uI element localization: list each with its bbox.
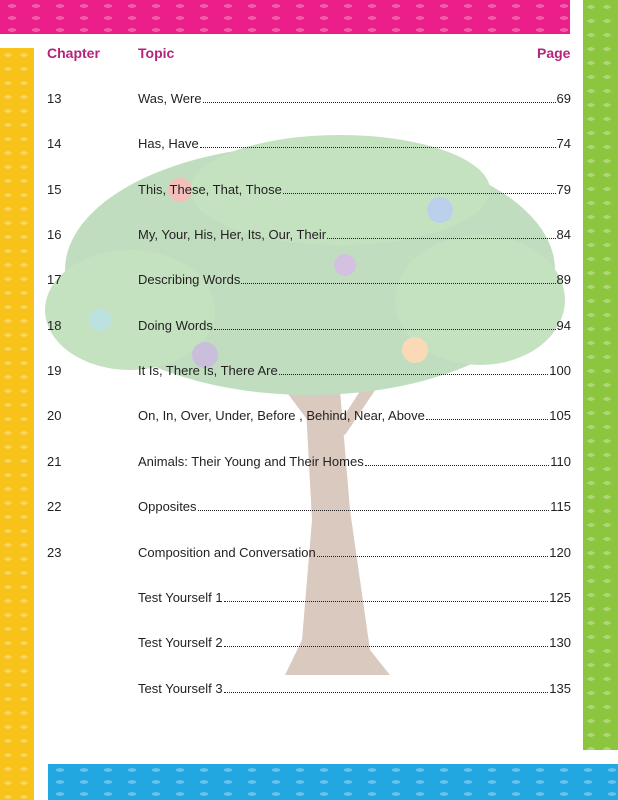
page-number: 69 bbox=[556, 91, 571, 106]
toc-row[interactable] bbox=[0, 635, 618, 653]
page-number: 100 bbox=[549, 363, 571, 378]
column-header-chapter: Chapter bbox=[47, 45, 100, 61]
topic-title: My, Your, His, Her, Its, Our, Their bbox=[138, 227, 327, 242]
toc-row[interactable] bbox=[0, 136, 618, 154]
toc-row[interactable] bbox=[0, 91, 618, 109]
toc-row[interactable] bbox=[0, 545, 618, 563]
page-number: 89 bbox=[556, 272, 571, 287]
dot-leader bbox=[224, 645, 549, 647]
toc-row[interactable] bbox=[0, 182, 618, 200]
dot-leader bbox=[214, 328, 556, 330]
topic-title: On, In, Over, Under, Before , Behind, Near, Above bbox=[138, 408, 425, 423]
dot-leader bbox=[241, 282, 555, 284]
column-header-page: Page bbox=[537, 45, 571, 61]
topic-title: Test Yourself 1 bbox=[138, 590, 223, 605]
page-number: 105 bbox=[549, 408, 571, 423]
chapter-number: 17 bbox=[47, 272, 62, 287]
dot-leader bbox=[224, 600, 549, 602]
page-number: 74 bbox=[556, 136, 571, 151]
topic-title: Test Yourself 3 bbox=[138, 681, 223, 696]
page-number: 79 bbox=[556, 182, 571, 197]
top-border-band bbox=[0, 0, 570, 34]
page-number: 135 bbox=[549, 681, 571, 696]
dot-leader bbox=[203, 101, 556, 103]
chapter-number: 14 bbox=[47, 136, 62, 151]
toc-row[interactable] bbox=[0, 590, 618, 608]
toc-row[interactable] bbox=[0, 227, 618, 245]
topic-title: Doing Words bbox=[138, 318, 213, 333]
dot-leader bbox=[426, 418, 548, 420]
topic-title: Opposites bbox=[138, 499, 197, 514]
dot-leader bbox=[327, 237, 555, 239]
toc-row[interactable] bbox=[0, 363, 618, 381]
topic-title: Has, Have bbox=[138, 136, 199, 151]
page-number: 125 bbox=[549, 590, 571, 605]
chapter-number: 13 bbox=[47, 91, 62, 106]
chapter-number: 23 bbox=[47, 545, 62, 560]
chapter-number: 15 bbox=[47, 182, 62, 197]
bottom-border-band bbox=[48, 764, 618, 800]
page-number: 115 bbox=[550, 499, 571, 514]
toc-row[interactable] bbox=[0, 408, 618, 426]
bird-blue bbox=[427, 197, 453, 223]
bird-orange bbox=[402, 337, 428, 363]
toc-row[interactable] bbox=[0, 454, 618, 472]
topic-title: It Is, There Is, There Are bbox=[138, 363, 278, 378]
page-number: 130 bbox=[549, 635, 571, 650]
page-number: 110 bbox=[550, 454, 571, 469]
toc-row[interactable] bbox=[0, 318, 618, 336]
page-number: 84 bbox=[556, 227, 571, 242]
topic-title: Was, Were bbox=[138, 91, 202, 106]
dot-leader bbox=[279, 373, 549, 375]
column-header-topic: Topic bbox=[138, 45, 175, 61]
toc-row[interactable] bbox=[0, 499, 618, 517]
dot-leader bbox=[317, 555, 549, 557]
toc-row[interactable] bbox=[0, 681, 618, 699]
toc-row[interactable] bbox=[0, 272, 618, 290]
tree-canopy-left bbox=[45, 250, 215, 370]
page-number: 120 bbox=[549, 545, 571, 560]
topic-title: This, These, That, Those bbox=[138, 182, 282, 197]
page-number: 94 bbox=[556, 318, 571, 333]
dot-leader bbox=[224, 691, 549, 693]
dot-leader bbox=[283, 192, 556, 194]
chapter-number: 22 bbox=[47, 499, 62, 514]
dot-leader bbox=[365, 464, 550, 466]
topic-title: Animals: Their Young and Their Homes bbox=[138, 454, 364, 469]
dot-leader bbox=[200, 146, 556, 148]
topic-title: Describing Words bbox=[138, 272, 241, 287]
chapter-number: 18 bbox=[47, 318, 62, 333]
topic-title: Composition and Conversation bbox=[138, 545, 316, 560]
chapter-number: 21 bbox=[47, 454, 62, 469]
chapter-number: 16 bbox=[47, 227, 62, 242]
chapter-number: 20 bbox=[47, 408, 62, 423]
chapter-number: 19 bbox=[47, 363, 62, 378]
topic-title: Test Yourself 2 bbox=[138, 635, 223, 650]
tree-trunk bbox=[285, 390, 390, 675]
dot-leader bbox=[198, 509, 550, 511]
